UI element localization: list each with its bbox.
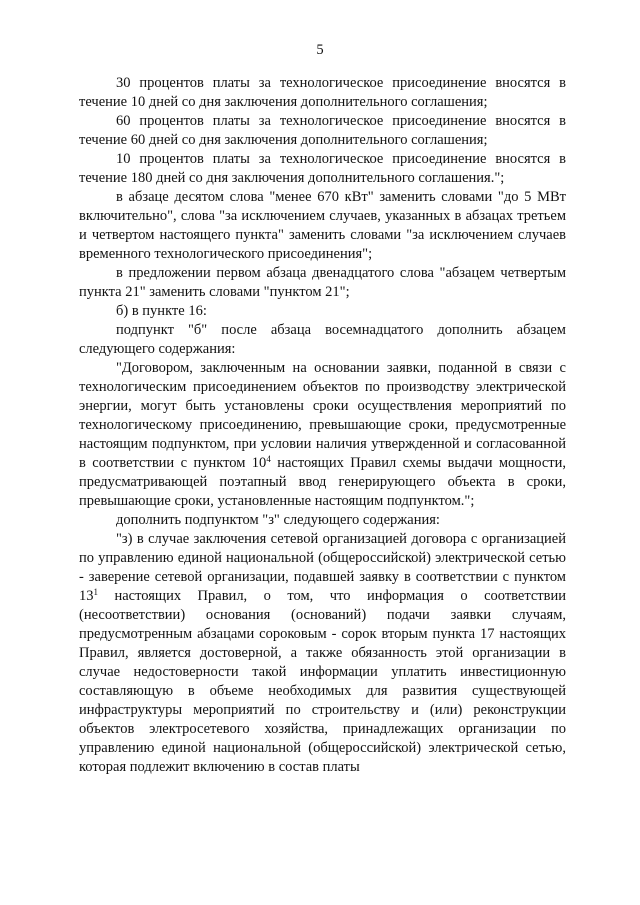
paragraph-abzac-dvenadcatyi: в предложении первом абзаца двенадцатого слова "абзацем четвертым пункта 21" заменить словами "пунктом 21";: [79, 265, 566, 300]
superscript-1: 1: [93, 587, 98, 597]
paragraph-10-percent: 10 процентов платы за технологическое присоединение вносятся в течение 180 дней со дня заключения дополнительного соглашения.";: [79, 151, 566, 186]
paragraph-dopolnit-z: дополнить подпунктом "з" следующего содержания:: [116, 512, 440, 528]
paragraph-podpunkt-b: подпункт "б" после абзаца восемнадцатого дополнить абзацем следующего содержания:: [79, 322, 566, 357]
paragraph-60-percent: 60 процентов платы за технологическое присоединение вносятся в течение 60 дней со дня заключения дополнительного соглашения;: [79, 113, 566, 148]
page-number: 5: [316, 42, 324, 58]
quote-text-end: настоящих Правил схемы выдачи мощности, предусматривающей поэтапный ввод генерирующего объекта в сроки, превышающие сроки, установленные настоящим подпунктом.";: [79, 455, 566, 509]
paragraph-30-percent: 30 процентов платы за технологическое присоединение вносятся в течение 10 дней со дня заключения дополнительного соглашения;: [79, 75, 566, 110]
document-body: [79, 74, 566, 777]
podpunkt-z-text-end: настоящих Правил, о том, что информация о соответствии (несоответствии) основания (оснований) подачи заявки случаям, предусмотренным абзацами сороковым - сорок вторым пункта 17 настоящих Правил, является достоверной, а также обязанность этой организации в случае недостоверности такой информации уплатить инвестиционную составляющую в объеме необходимых для развития существующей инфраструктуры мероприятий по строительству и (или) реконструкции объектов электросетевого хозяйства, принадлежащих организации по управлению единой национальной (общероссийской) электрической сетью, которая подлежит включению в состав платы: [79, 588, 566, 775]
paragraph-punkt-16: б) в пункте 16:: [116, 303, 207, 319]
paragraph-podpunkt-z: [79, 530, 566, 777]
podpunkt-z-text-start: "з) в случае заключения сетевой организацией договора с организацией по управлению единой национальной (общероссийской) электрической сетью - заверение сетевой организации, подавшей заявку в соответствии с пунктом 13: [79, 531, 566, 604]
superscript-4: 4: [266, 454, 271, 464]
paragraph-abzac-desyatyi: в абзаце десятом слова "менее 670 кВт" заменить словами "до 5 МВт включительно", слова "за исключением случаев, указанных в абзацах третьем и четвертом настоящего пункта" заменить словами "за исключением случаев временного технологического присоединения";: [79, 189, 566, 262]
quote-text-start: "Договором, заключенным на основании заявки, поданной в связи с технологическим присоединением объектов по производству электрической энергии, могут быть установлены сроки осуществления мероприятий по технологическому присоединению, превышающие сроки, предусмотренные настоящим подпунктом, при условии наличия утвержденной и согласованной в соответствии с пунктом 10: [79, 360, 566, 471]
paragraph-dogovor-quote: [79, 359, 566, 511]
